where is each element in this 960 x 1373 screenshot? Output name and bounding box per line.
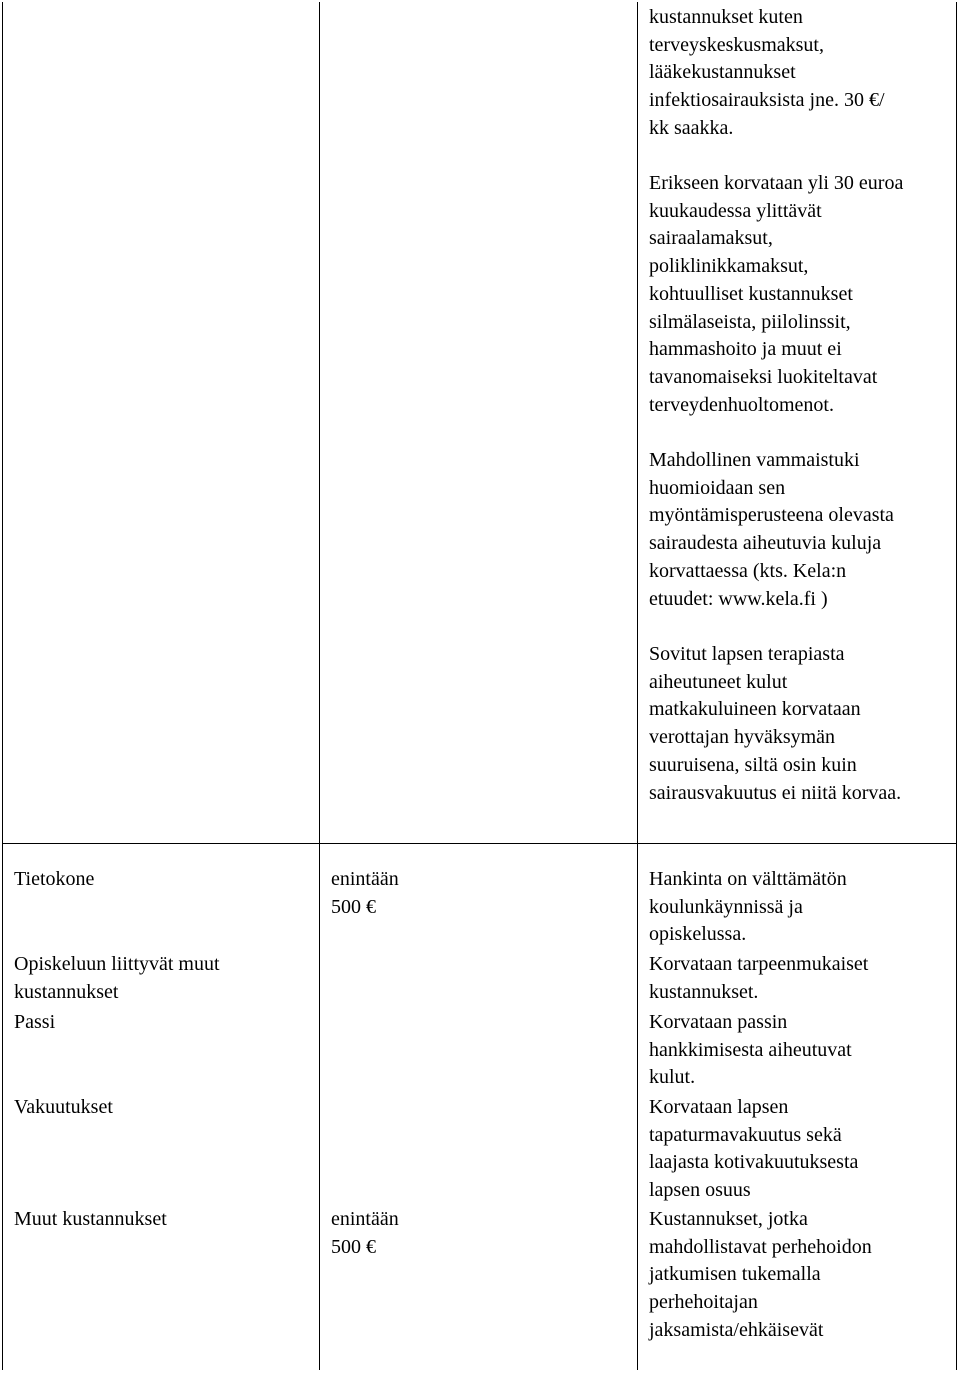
- description-paragraph: Sovitut lapsen terapiasta aiheutuneet kulut matkakuluineen korvataan verottajan hyväksymän suuruisena, siltä osin kuin sairausvakuutus ei niitä korvaa.: [649, 643, 902, 804]
- item-description: Korvataan tarpeenmukaiset kustannukset.: [649, 953, 869, 1003]
- item-name: Tietokone: [14, 868, 95, 890]
- item-amount: enintään 500 €: [331, 868, 399, 918]
- item-description: Korvataan passin hankkimisesta aiheutuvat kulut.: [649, 1011, 852, 1089]
- description-paragraph: Mahdollinen vammaistuki huomioidaan sen myöntämisperusteena olevasta sairaudesta aiheutuvia kuluja korvattaessa (kts. Kela:n etuudet: www.kela.fi ): [649, 449, 894, 610]
- description-paragraph: kustannukset kuten terveyskeskusmaksut, lääkekustannukset infektiosairauksista jne. 30 €/ kk saakka.: [649, 6, 885, 139]
- description-paragraph: Erikseen korvataan yli 30 euroa kuukaudessa ylittävät sairaalamaksut, poliklinikkamaksut, kohtuulliset kustannukset silmälaseista, piilolinssit, hammashoito ja muut ei tavanomaiseksi luokiteltavat terveydenhuoltomenot.: [649, 172, 904, 416]
- table-column-divider-1: [319, 2, 320, 1370]
- table-row-divider: [2, 843, 957, 844]
- table-border-right: [956, 2, 957, 1370]
- item-description: Kustannukset, jotka mahdollistavat perhehoidon jatkumisen tukemalla perhehoitajan jaksamista/ehkäisevät: [649, 1208, 872, 1341]
- item-name: Opiskeluun liittyvät muut kustannukset: [14, 953, 220, 1003]
- item-description: Korvataan lapsen tapaturmavakuutus sekä laajasta kotivakuutuksesta lapsen osuus: [649, 1096, 859, 1202]
- table-border-left: [2, 2, 3, 1370]
- item-description: Hankinta on välttämätön koulunkäynnissä ja opiskelussa.: [649, 868, 847, 946]
- item-amount: enintään 500 €: [331, 1208, 399, 1258]
- item-name: Passi: [14, 1011, 56, 1033]
- item-name: Vakuutukset: [14, 1096, 113, 1118]
- item-name: Muut kustannukset: [14, 1208, 167, 1230]
- table-column-divider-2: [637, 2, 638, 1370]
